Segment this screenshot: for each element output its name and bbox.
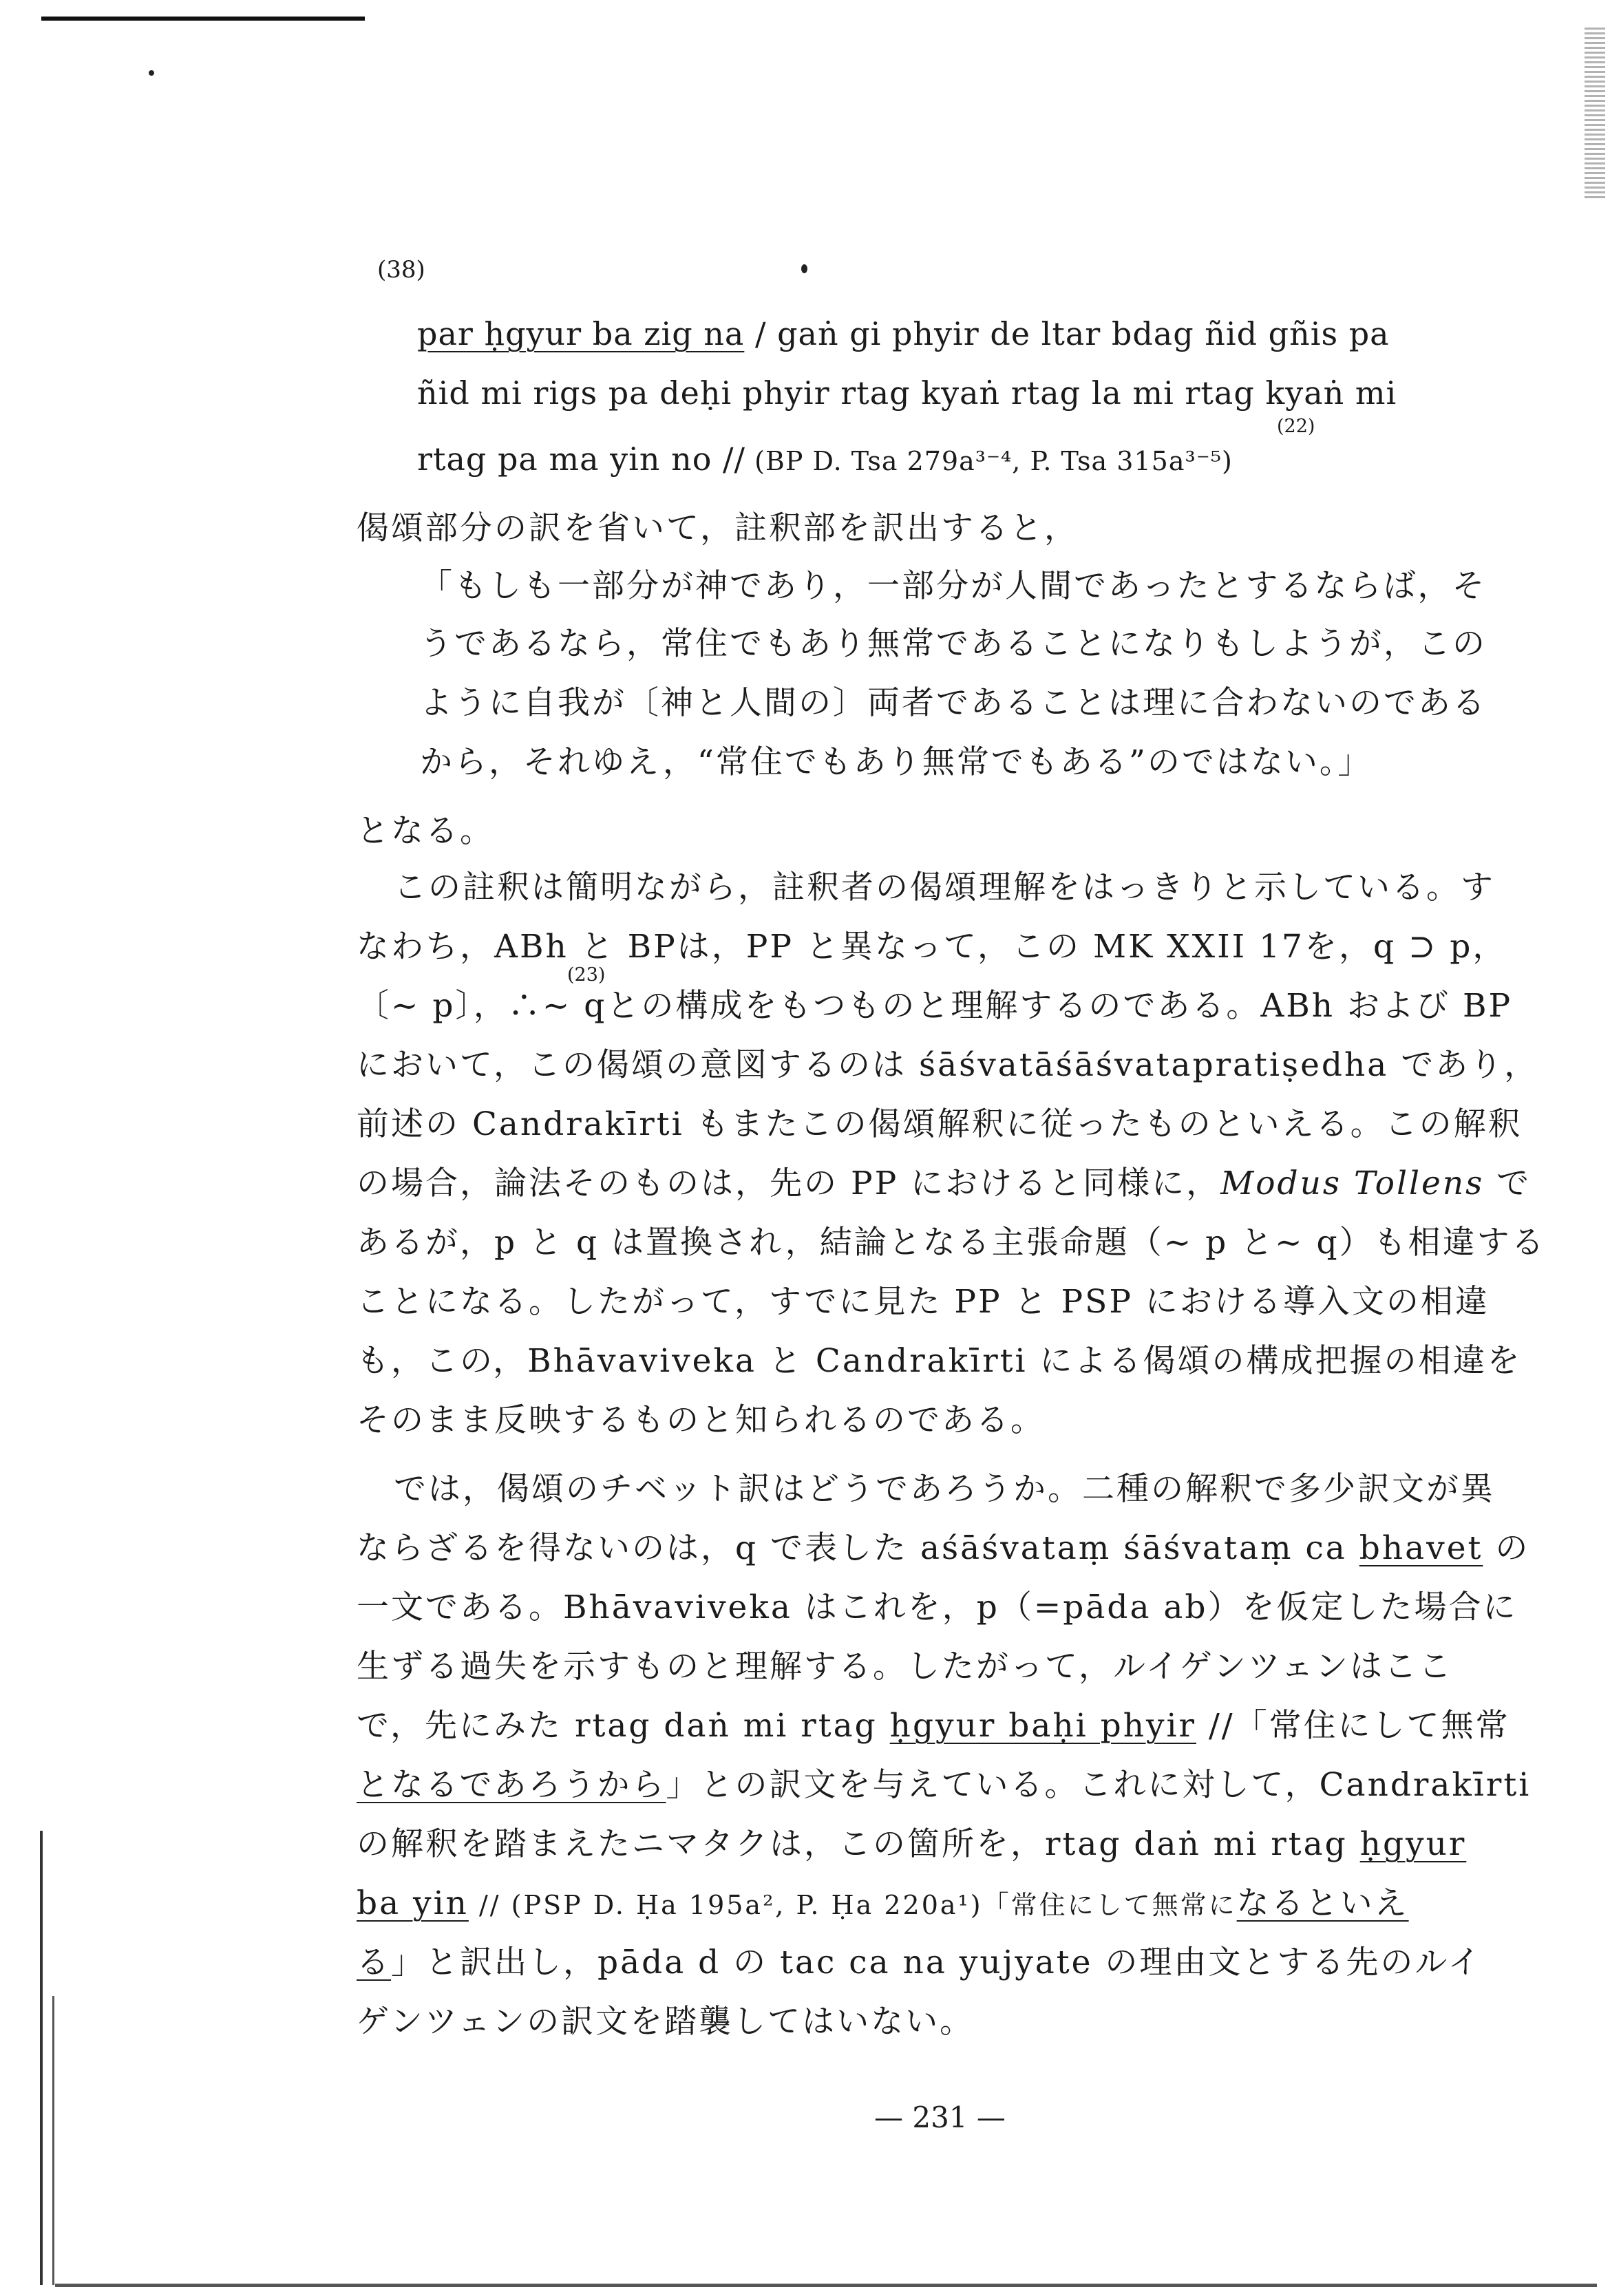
paragraph-b-line-10: ゲンツェンの訳文を踏襲してはいない。 — [357, 2003, 975, 2041]
translation-intro: 偈頌部分の訳を省いて，註釈部を訳出すると， — [357, 509, 1079, 547]
quote-line-1: 「もしも一部分が神であり，一部分が人間であったとするならば，そ — [420, 567, 1487, 605]
paragraph-a-line-2: なわち，ABh と BPは，PP と異なって，この MK XXII 17を，q ⊃ p， — [357, 928, 1507, 966]
note-ref-22: (22) — [1277, 416, 1315, 437]
paragraph-a-line-5: 前述の Candrakīrti もまたこの偈頌解釈に従ったものといえる。この解釈 — [357, 1105, 1523, 1143]
scan-speck — [801, 264, 807, 273]
paragraph-b-line-2: ならざるを得ないのは，q で表した aśāśvataṃ śāśvataṃ ca bhavet の — [357, 1529, 1530, 1567]
paragraph-a-line-3: 〔∼ p〕，∴∼ qとの構成をもつものと理解するのである。ABh および BP — [357, 987, 1513, 1025]
paragraph-a-line-1: この註釈は簡明ながら，註釈者の偈頌理解をはっきりと示している。す — [394, 869, 1495, 906]
paragraph-a-line-7: あるが，p と q は置換され，結論となる主張命題（∼ p と∼ q）も相違する — [357, 1224, 1546, 1262]
scan-left-edge — [40, 1831, 43, 2285]
tibetan-line-3: rtag pa ma yin no // (BP D. Tsa 279a³⁻⁴, P. Tsa 315a³⁻⁵) — [417, 440, 1233, 478]
paragraph-a-line-4: において，この偈頌の意図するのは śāśvatāśāśvatapratiṣedha であり， — [357, 1046, 1539, 1084]
paragraph-b-line-5: で，先にみた rtag daṅ mi rtag ḥgyur baḥi phyir //「常住にして無常 — [357, 1707, 1510, 1745]
paragraph-a-line-10: そのまま反映するものと知られるのである。 — [357, 1401, 1045, 1439]
paragraph-a-line-9: も，この，Bhāvaviveka と Candrakīrti による偈頌の構成把握の相違を — [357, 1342, 1522, 1380]
scan-edge-artifact — [1585, 28, 1605, 200]
paragraph-a-line-8: ことになる。したがって，すでに見た PP と PSP における導入文の相違 — [357, 1283, 1490, 1321]
paragraph-b-line-7: の解釈を踏まえたニマタクは，この箇所を，rtag daṅ mi rtag ḥgyur — [357, 1825, 1467, 1863]
paragraph-b-line-4: 生ずる過失を示すものと理解する。したがって，ルイゲンツェンはここ — [357, 1648, 1453, 1686]
scan-speck — [149, 70, 154, 76]
paragraph-b-line-6: となるであろうから」との訳文を与えている。これに対して，Candrakīrti — [357, 1766, 1532, 1804]
paragraph-line: となる。 — [357, 812, 494, 850]
paragraph-a-line-6: の場合，論法そのものは，先の PP におけると同様に，Modus Tollens で — [357, 1165, 1532, 1202]
quote-line-4: から，それゆえ，“常住でもあり無常でもある”のではない。」 — [420, 743, 1373, 781]
tibetan-line-1: par ḥgyur ba zig na / gaṅ gi phyir de ltar bdag ñid gñis pa — [417, 315, 1390, 352]
paragraph-b-line-3: 一文である。Bhāvaviveka はこれを，p（=pāda ab）を仮定した場合に — [357, 1588, 1518, 1626]
scan-top-rule — [41, 17, 365, 21]
tibetan-line-2: ñid mi rigs pa deḥi phyir rtag kyaṅ rtag la mi rtag kyaṅ mi — [417, 374, 1397, 412]
underlined-phrase: par ḥgyur ba zig na — [417, 315, 745, 352]
note-ref-23: (23) — [567, 964, 606, 986]
quote-line-3: ように自我が〔神と人間の〕両者であることは理に合わないのである — [420, 684, 1487, 722]
scan-left-edge-inner — [52, 1996, 54, 2285]
footnote-number: (38) — [377, 256, 425, 284]
paragraph-b-line-1: では，偈頌のチベット訳はどうであろうか。二種の解釈で多少訳文が異 — [394, 1470, 1495, 1508]
paragraph-b-line-8: ba yin // (PSP D. Ḥa 195a², P. Ḥa 220a¹)「常住にして無常になるといえ — [357, 1884, 1409, 1922]
paragraph-b-line-9: る」と訳出し，pāda d の tac ca na yujyate の理由文とする先のルイ — [357, 1944, 1483, 1981]
italic-term: Modus Tollens — [1220, 1165, 1485, 1202]
scan-bottom-edge — [55, 2284, 1597, 2287]
quote-line-2: うであるなら，常住でもあり無常であることになりもしようが，この — [420, 625, 1487, 663]
page-number: — 231 — — [874, 2101, 1006, 2134]
